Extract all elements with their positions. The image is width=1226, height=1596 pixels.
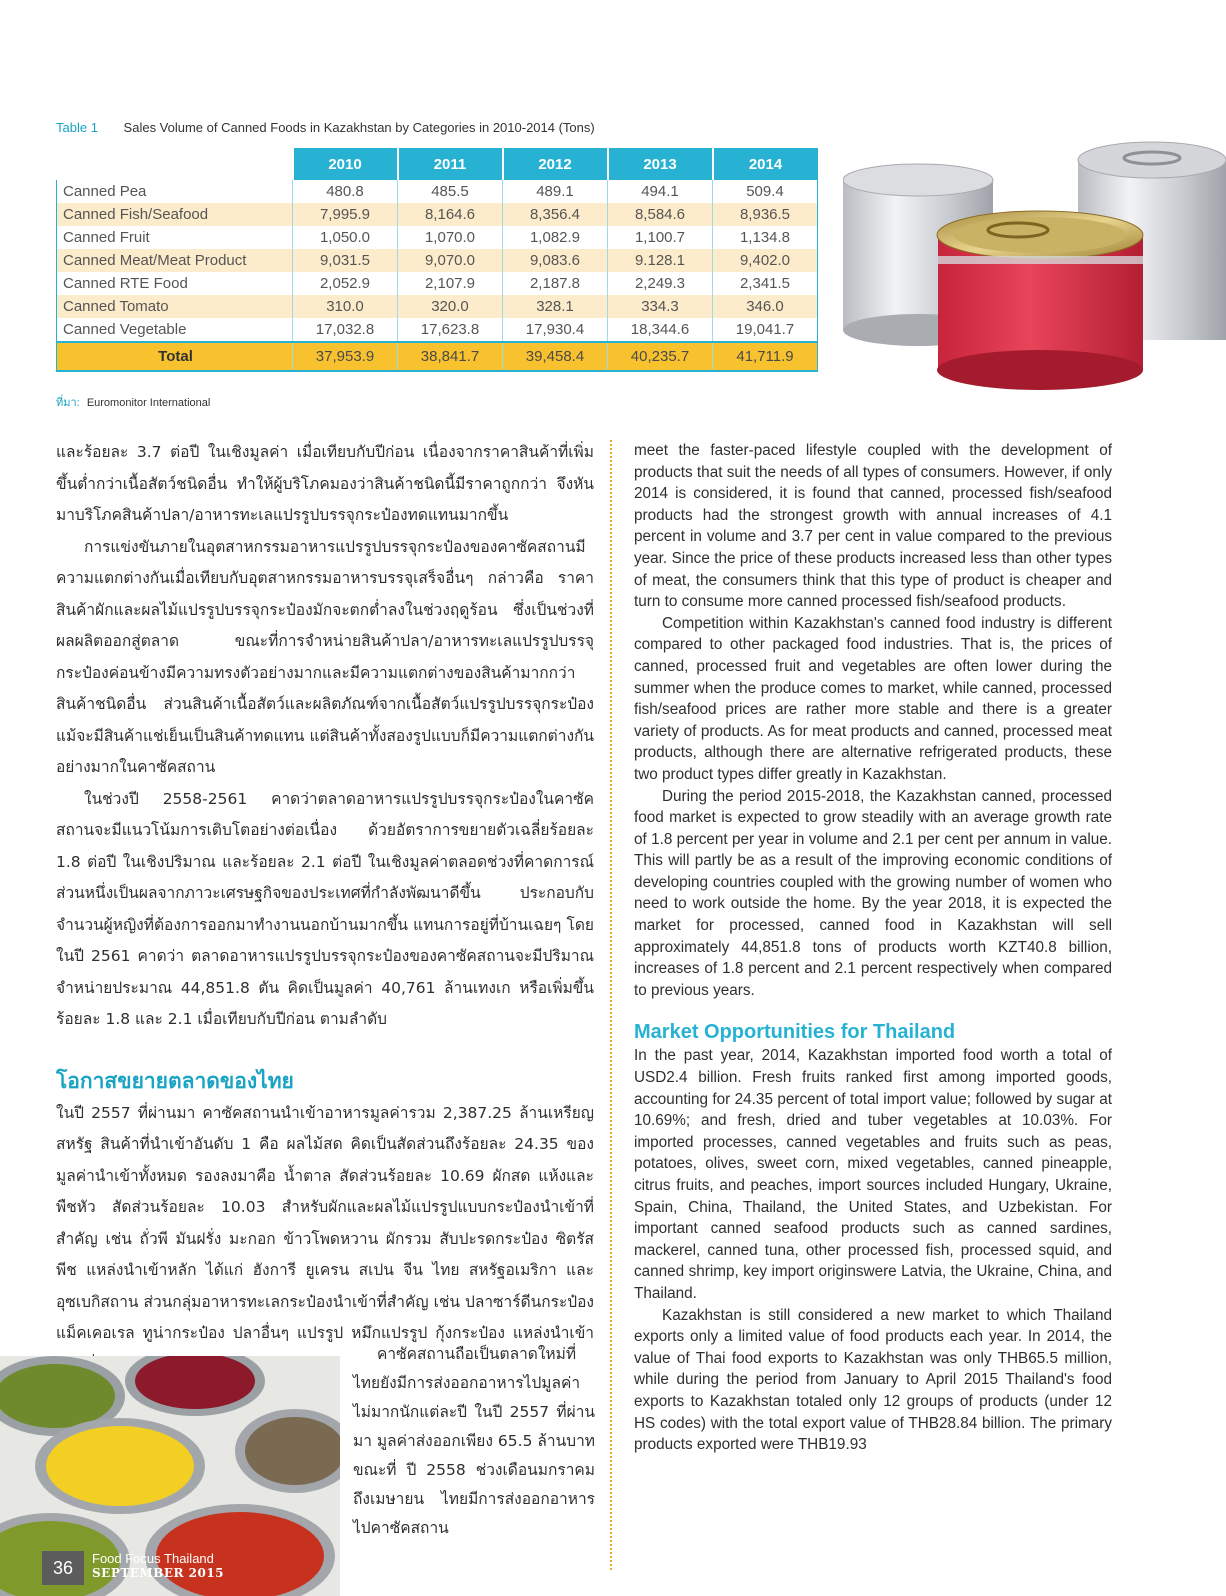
value-cell: 8,936.5 [713,203,818,226]
table-row [57,249,818,272]
value-cell: 9,402.0 [713,249,818,272]
magazine-name: Food Focus Thailand [92,1551,214,1566]
value-cell: 19,041.7 [713,318,818,342]
value-cell: 509.4 [713,180,818,203]
year-header: 2011 [398,148,503,180]
table-label: Table 1 [56,120,98,135]
value-cell: 9,031.5 [293,249,398,272]
year-header: 2012 [503,148,608,180]
value-cell: 1,050.0 [293,226,398,249]
issue-date: SEPTEMBER 2015 [92,1566,225,1580]
value-cell: 1,070.0 [398,226,503,249]
table-row [57,203,818,226]
thai-paragraph: และร้อยละ 3.7 ต่อปี ในเชิงมูลค่า เมื่อเทียบกับปีก่อน เนื่องจากราคาสินค้าที่เพิ่มขึ้นต่ำกว่าเนื้อสัตว์ชนิดอื่น ทำให้ผู้บริโภคมองว่าสินค้าชนิดนี้มีราคาถูกกว่า จึงหันมาบริโภคสินค้าปลา/อาหารทะเลแปรรูปบรรจุกระป๋องทดแทนมากขึ้น [56,443,594,524]
thai-section-heading: โอกาสขยายตลาดของไทย [56,1068,294,1093]
year-header: 2014 [713,148,818,180]
table-row [57,272,818,295]
total-cell: 39,458.4 [503,342,608,371]
value-cell: 334.3 [608,295,713,318]
value-cell: 489.1 [503,180,608,203]
value-cell: 1,100.7 [608,226,713,249]
thai-paragraph: ในช่วงปี 2558-2561 คาดว่าตลาดอาหารแปรรูปบรรจุกระป๋องในคาซัคสถานจะมีแนวโน้มการเติบโตอย่างต่อเนื่อง ด้วยอัตราการขยายตัวเฉลี่ยร้อยละ 1.8 ต่อปี ในเชิงปริมาณ และร้อยละ 2.1 ต่อปี ในเชิงมูลค่าตลอดช่วงที่คาดการณ์ ส่วนหนึ่งเป็นผลจากภาวะเศรษฐกิจของประเทศที่กำลังพัฒนาดีขึ้น ประกอบกับจำนวนผู้หญิงที่ต้องการออกมาทำงานนอกบ้านมากขึ้น แทนการอยู่ที่บ้านเฉยๆ โดยในปี 2561 คาดว่า ตลาดอาหารแปรรูปบรรจุกระป๋องของคาซัคสถานจะมีปริมาณจำหน่ายประมาณ 44,851.8 ตัน คิดเป็นมูลค่า 40,761 ล้านเทงเก หรือเพิ่มขึ้นร้อยละ 1.8 และ 2.1 เมื่อเทียบกับปีก่อน ตามลำดับ [56,789,594,1028]
thai-wrapped-text [353,1340,595,1543]
value-cell: 2,187.8 [503,272,608,295]
table-source [56,393,210,411]
table-title: Sales Volume of Canned Foods in Kazakhstan by Categories in 2010-2014 (Tons) [123,120,595,135]
value-cell: 9,083.6 [503,249,608,272]
value-cell: 17,032.8 [293,318,398,342]
english-paragraph: During the period 2015-2018, the Kazakhstan canned, processed food market is expected to grow steadily with an average growth rate of 1.8 percent per year in volume and 2.1 per cent per annum in value. This will partly be as a result of the improving economic conditions of developing countries coupled with the growing number of women who need to work outside the home. By the year 2018, it is expected the market for processed, canned food in Kazakhstan will sell approximately 44,851.8 tons of products worth KZT40.8 billion, increases of 1.8 percent and 2.1 percent respectively when compared to previous years. [634,787,1112,999]
magazine-footer [92,1551,224,1581]
year-header: 2013 [608,148,713,180]
thai-paragraph: การแข่งขันภายในอุตสาหกรรมอาหารแปรรูปบรรจุกระป๋องของคาซัคสถานมีความแตกต่างกันเมื่อเทียบกับอุตสาหกรรมอาหารบรรจุเสร็จอื่นๆ กล่าวคือ ราคาสินค้าผักและผลไม้แปรรูปบรรจุกระป๋องมักจะตกต่ำลงในช่วงฤดูร้อน ซึ่งเป็นช่วงที่ผลผลิตออกสู่ตลาด ขณะที่การจำหน่ายสินค้าปลา/อาหารทะเลแปรรูปบรรจุกระป๋องค่อนข้างมีความทรงตัวอย่างมากและมีความแตกต่างของสินค้ามากกว่าสินค้าชนิดอื่น ส่วนสินค้าเนื้อสัตว์และผลิตภัณฑ์จากเนื้อสัตว์แปรรูปบรรจุกระป๋อง แม้จะมีสินค้าแช่เย็นเป็นสินค้าทดแทน แต่สินค้าทั้งสองรูปแบบก็มีความแตกต่างกันอย่างมากในคาซัคสถาน [56,537,594,776]
value-cell: 2,341.5 [713,272,818,295]
english-paragraph: Competition within Kazakhstan's canned food industry is different compared to other packaged food industries. That is, the prices of canned, processed fruit and vegetables are often lower during the summer when the produce comes to market, while canned, processed fish/seafood prices are rather more stable and there is a greater variety of products. As for meat products and canned, processed meat products, although there are alternative refrigerated products, these two product types differ greatly in Kazakhstan. [634,614,1112,783]
year-header: 2010 [293,148,398,180]
value-cell: 9.128.1 [608,249,713,272]
thai-paragraph: คาซัคสถานถือเป็นตลาดใหม่ที่ไทยยังมีการส่งออกอาหารไปมูลค่าไม่มากนักแต่ละปี ในปี 2557 ที่ผ่านมา มูลค่าส่งออกเพียง 65.5 ล้านบาท ขณะที่ ปี 2558 ช่วงเดือนมกราคมถึงเมษายน ไทยมีการส่งออกอาหารไปคาซัคสถาน [353,1345,595,1537]
table-row [57,295,818,318]
thai-paragraph: ในปี 2557 ที่ผ่านมา คาซัคสถานนำเข้าอาหารมูลค่ารวม 2,387.25 ล้านเหรียญสหรัฐ สินค้าที่นำเข้าอันดับ 1 คือ ผลไม้สด คิดเป็นสัดส่วนถึงร้อยละ 24.35 ของมูลค่านำเข้าทั้งหมด รองลงมาคือ น้ำตาล สัดส่วนร้อยละ 10.69 ผักสด แห้งและพืชหัว สัดส่วนร้อยละ 10.03 สำหรับผักและผลไม้แปรรูปแบบกระป๋องนำเข้าที่สำคัญ เช่น ถั่วพี มันฝรั่ง มะกอก ข้าวโพดหวาน ผักรวม สับปะรดกระป๋อง ซิตรัส พีช แหล่งนำเข้าหลัก ได้แก่ ฮังการี ยูเครน สเปน จีน ไทย สหรัฐอเมริกา และอุซเบกิสถาน ส่วนกลุ่มอาหารทะเลกระป๋องนำเข้าที่สำคัญ เช่น ปลาซาร์ดีนกระป๋อง แม็คเคอเรล ทูน่ากระป๋อง ปลาอื่นๆ แปรรูป หมึกแปรรูป กุ้งกระป๋อง แหล่งนำเข้า [56,1103,594,1342]
value-cell: 18,344.6 [608,318,713,342]
value-cell: 494.1 [608,180,713,203]
value-cell: 2,249.3 [608,272,713,295]
table-header-corner [57,148,293,180]
total-label: Total [57,342,293,371]
value-cell: 1,082.9 [503,226,608,249]
english-paragraph: In the past year, 2014, Kazakhstan imported food worth a total of USD2.4 billion. Fresh fruits ranked first among imported goods, accounting for 24.35 percent of total import value; followed by sugar at 10.69%; and fresh, dried and tuber vegetables at 10.03%. For imported processes, canned vegetables and fruits such as peas, potatoes, olives, sweet corn, mixed vegetables, canned pineapple, citrus fruits, and peaches, import sources included Hungary, Ukraine, Spain, China, Thailand, the United States, and Uzbekistan. For important canned seafood products such as canned sardines, mackerel, canned tuna, other processed fish, processed squid, and canned shrimp, key import originswere Latvia, the Ukraine, China, and Thailand. [634,1047,1112,1302]
category-cell: Canned Tomato [57,295,293,318]
value-cell: 1,134.8 [713,226,818,249]
table-caption [56,120,595,135]
category-cell: Canned Fruit [63,229,150,246]
category-cell: Canned RTE Food [63,275,188,292]
category-cell: Canned Vegetable [63,321,187,338]
table-row [57,226,818,249]
value-cell: 17,930.4 [503,318,608,342]
english-section-heading: Market Opportunities for Thailand [634,1021,956,1044]
column-divider [610,440,612,1570]
total-cell: 38,841.7 [398,342,503,371]
value-cell: 9,070.0 [398,249,503,272]
table-row [57,318,818,342]
value-cell: 320.0 [398,295,503,318]
english-paragraph: Kazakhstan is still considered a new market to which Thailand exports only a limited value of food products each year. In 2014, the value of Thai food exports to Kazakhstan was only THB65.5 million, while during the period from January to April 2015 Thailand's food exports to Kazakhstan totaled only 12 groups of products (under 12 HS codes) with the total export value of THB28.84 billion. The primary products exported were THB19.93 [634,1306,1112,1454]
value-cell: 2,107.9 [398,272,503,295]
value-cell: 2,052.9 [293,272,398,295]
value-cell: 8,164.6 [398,203,503,226]
value-cell: 480.8 [293,180,398,203]
cans-photo [843,140,1226,392]
value-cell: 17,623.8 [398,318,503,342]
category-cell: Canned Fish/Seafood [57,203,293,226]
english-paragraph: meet the faster-paced lifestyle coupled with the development of products that suit the needs of all types of consumers. However, if only 2014 is considered, it is found that canned, processed fish/seafood products had the strongest growth with annual increases of 4.1 percent in volume and 3.7 per cent in value compared to the previous year. Since the price of these products increased less than other types of meat, the consumers think that this type of product is cheaper and turn to consume more canned processed fish/seafood products. [634,442,1112,611]
value-cell: 8,584.6 [608,203,713,226]
value-cell: 485.5 [398,180,503,203]
category-cell: Canned Pea [63,183,147,200]
total-cell: 40,235.7 [608,342,713,371]
table-row [57,180,818,203]
value-cell: 346.0 [713,295,818,318]
table-header-row [57,148,818,180]
value-cell: 8,356.4 [503,203,608,226]
total-cell: 41,711.9 [713,342,818,371]
category-cell: Canned Meat/Meat Product [57,249,293,272]
source-label: ที่มา: [56,397,80,409]
english-column [634,440,1112,1456]
total-cell: 37,953.9 [293,342,398,371]
page-number: 36 [42,1551,84,1585]
total-row [57,342,818,371]
value-cell: 7,995.9 [293,203,398,226]
sales-volume-table [56,148,818,372]
source-text: Euromonitor International [86,397,211,409]
thai-column [56,437,594,1381]
value-cell: 310.0 [293,295,398,318]
value-cell: 328.1 [503,295,608,318]
